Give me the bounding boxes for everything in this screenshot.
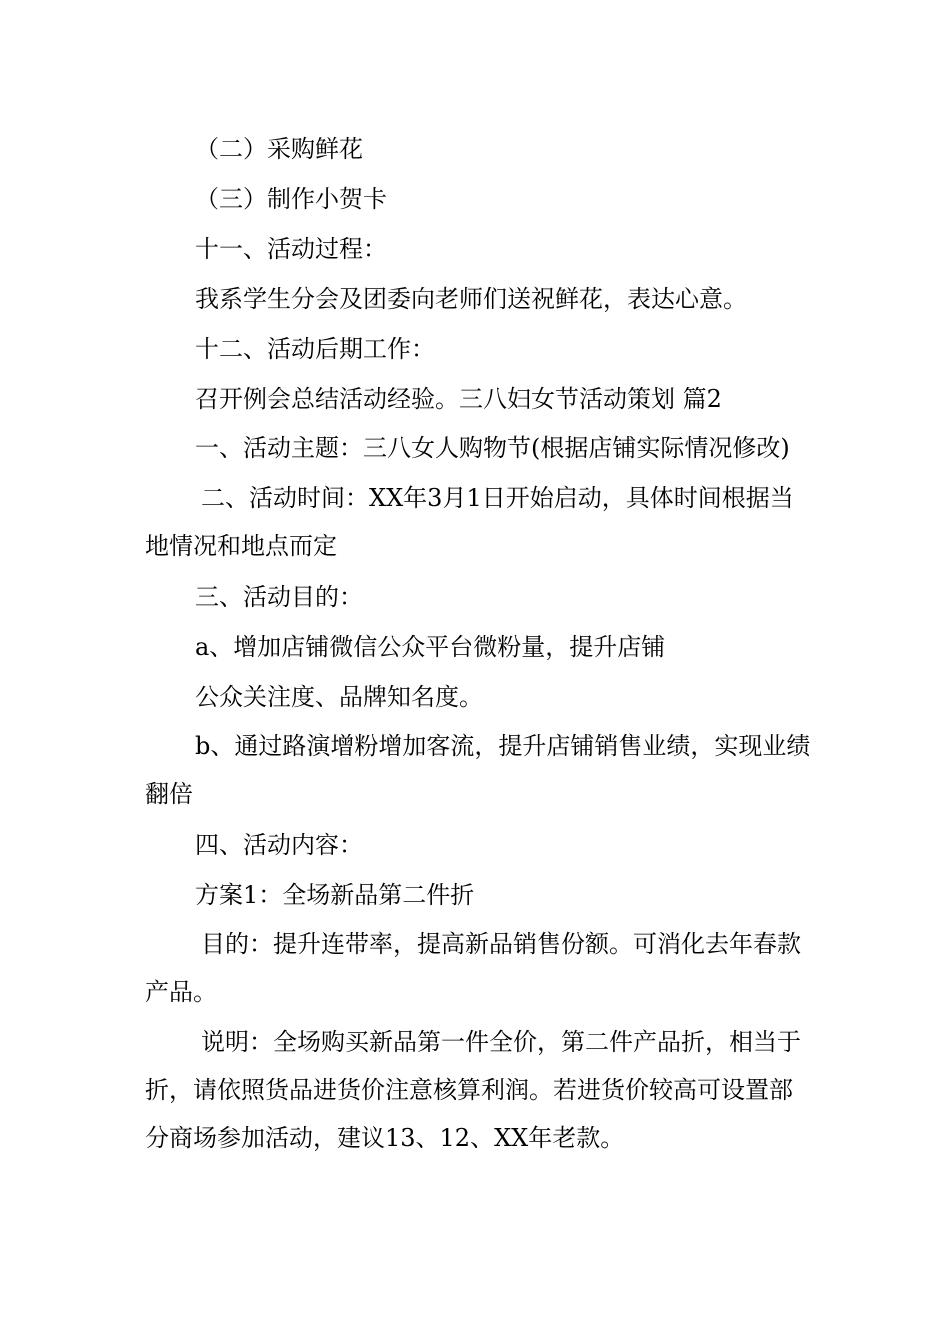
paragraph-activity-theme: 一、活动主题：三八女人购物节(根据店铺实际情况修改) <box>195 434 790 462</box>
heading-activity-process: 十一、活动过程： <box>195 235 387 263</box>
paragraph-plan-1-description: 说明：全场购买新品第一件全价，第二件产品折，相当于折，请依照货品进货价注意核算利润。若进货价较高可设置部分商场参加活动，建议13、12、XX年老款。 <box>145 1028 801 1152</box>
paragraph-send-flowers: 我系学生分会及团委向老师们送祝鲜花，表达心意。 <box>195 285 747 313</box>
paragraph-purchase-flowers: （二）采购鲜花 <box>195 135 363 163</box>
paragraph-plan-1-purpose: 目的：提升连带率，提高新品销售份额。可消化去年春款产品。 <box>145 930 801 1006</box>
paragraph-make-cards: （三）制作小贺卡 <box>195 185 387 213</box>
heading-activity-content: 四、活动内容： <box>195 831 363 859</box>
paragraph-plan-1: 方案1：全场新品第二件折 <box>195 881 475 909</box>
heading-activity-purpose: 三、活动目的： <box>195 583 363 611</box>
paragraph-purpose-b: b、通过路演增粉增加客流，提升店铺销售业绩，实现业绩翻倍 <box>145 732 811 808</box>
paragraph-activity-time: 二、活动时间：XX年3月1日开始启动，具体时间根据当地情况和地点而定 <box>145 484 794 560</box>
document-body <box>145 124 815 1164</box>
heading-post-activity-work: 十二、活动后期工作： <box>195 335 435 363</box>
paragraph-purpose-a-continued: 公众关注度、品牌知名度。 <box>195 683 483 711</box>
paragraph-summary-meeting: 召开例会总结活动经验。三八妇女节活动策划 篇2 <box>195 385 722 413</box>
paragraph-purpose-a: a、增加店铺微信公众平台微粉量，提升店铺 <box>195 633 666 661</box>
